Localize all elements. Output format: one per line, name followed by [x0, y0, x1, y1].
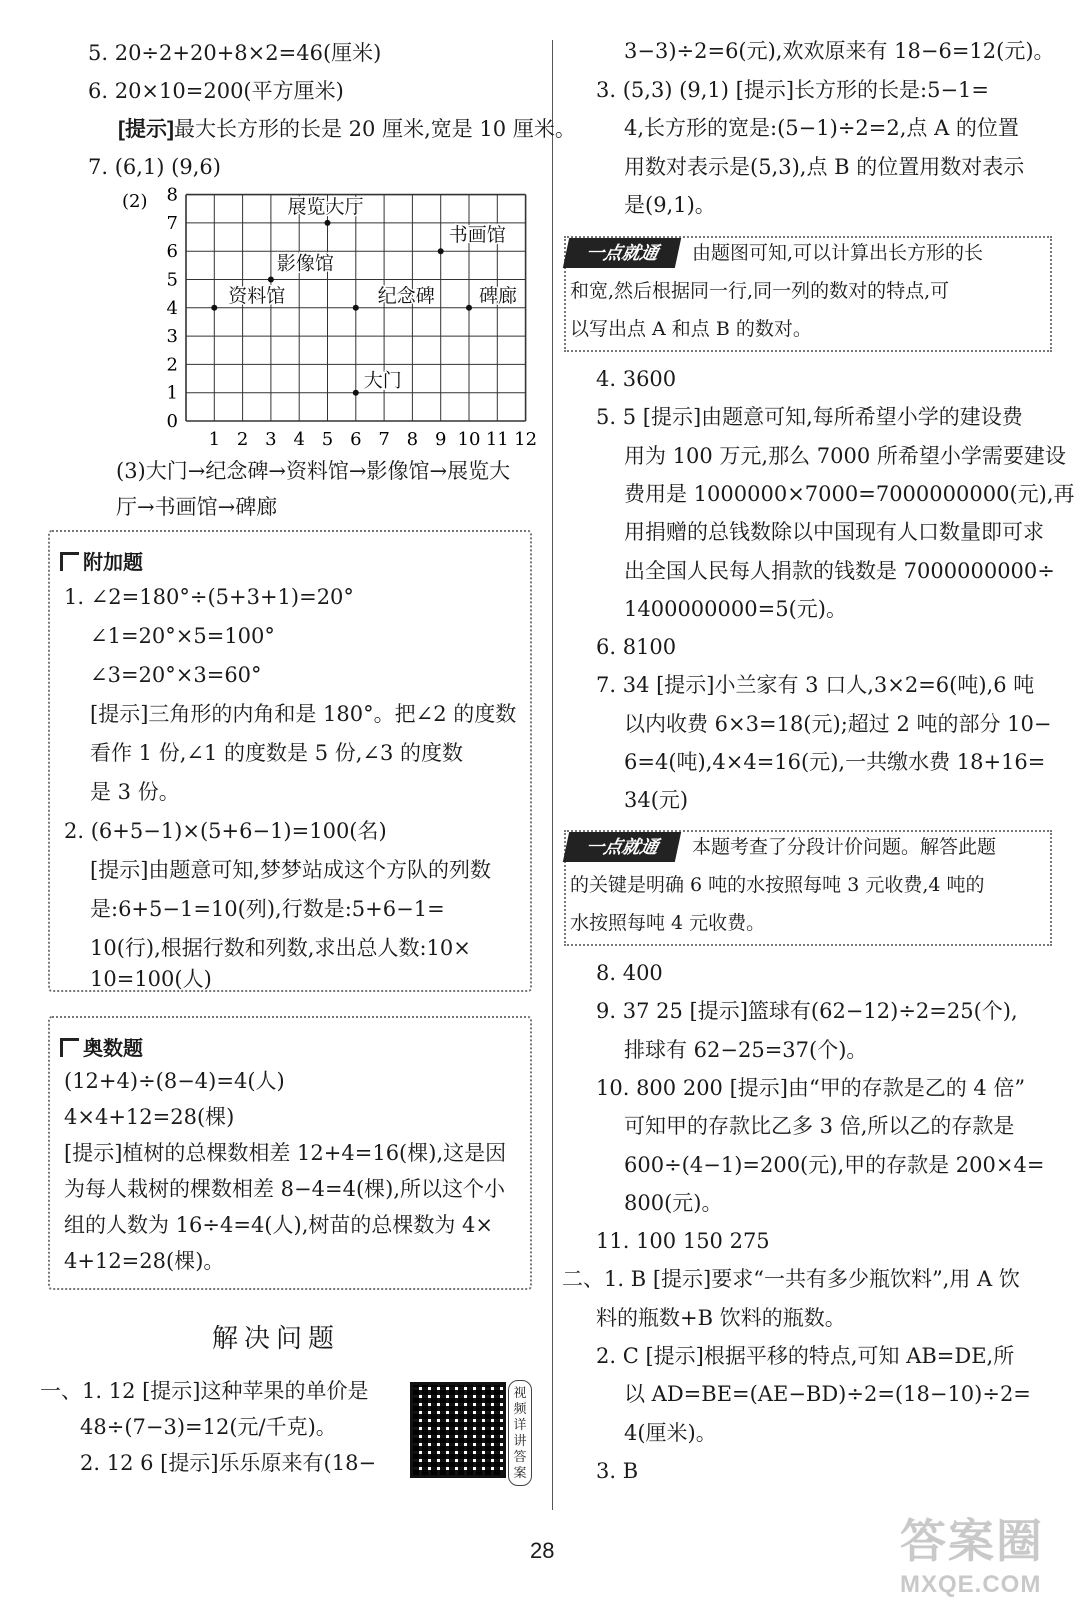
- x-tick-label: 9: [434, 429, 447, 450]
- section-icon: [60, 1038, 79, 1057]
- answer-line: 排球有 62−25=37(个)。: [624, 1037, 868, 1062]
- answer-line: 出全国人民每人捐款的钱数是 7000000000÷: [624, 558, 1055, 583]
- olympiad-line: 为每人栽树的棵数相差 8−4=4(棵),所以这个小: [64, 1177, 506, 1201]
- point-label: 展览大厅: [287, 195, 364, 218]
- extra-line: 看作 1 份,∠1 的度数是 5 份,∠3 的度数: [90, 741, 464, 765]
- answer-line: 800(元)。: [624, 1190, 723, 1215]
- extra-problems-box: [48, 530, 532, 992]
- extra-line: [提示]三角形的内角和是 180°。把∠2 的度数: [90, 702, 517, 726]
- answer-line: 34(元): [624, 788, 689, 813]
- answer-5: 5. 20÷2+20+8×2=46(厘米): [88, 41, 382, 65]
- section-icon: [60, 552, 79, 571]
- tip-badge-1: 一点就通: [563, 238, 681, 268]
- point-label: 大门: [363, 369, 402, 392]
- solve-line: 48÷(7−3)=12(元/千克)。: [80, 1415, 337, 1439]
- olympiad-line: 4+12=28(棵)。: [64, 1249, 225, 1273]
- hint-tag: [提示]: [118, 118, 174, 141]
- y-tick-label: 4: [166, 297, 178, 319]
- answer-6: 6. 20×10=200(平方厘米): [88, 79, 344, 103]
- extra-line: 10(行),根据行数和列数,求出总人数:10×: [90, 936, 471, 960]
- answer-line: 用数对表示是(5,3),点 B 的位置用数对表示: [624, 154, 1025, 179]
- point-label: 碑廊: [479, 284, 518, 307]
- route-line-1: (3)大门→纪念碑→资料馆→影像馆→展览大: [116, 459, 511, 483]
- y-tick-label: 5: [166, 269, 178, 291]
- extra-problems-header: [60, 546, 143, 575]
- x-tick-label: 6: [350, 429, 362, 450]
- point-label: 纪念碑: [377, 284, 435, 307]
- y-tick-label: 6: [166, 241, 178, 263]
- answer-line: 用为 100 万元,那么 7000 所希望小学需要建设: [624, 443, 1066, 468]
- point-marker: [353, 305, 359, 311]
- panel-label: (2): [122, 191, 148, 212]
- answer-line: 3−3)÷2=6(元),欢欢原来有 18−6=12(元)。: [624, 39, 1055, 63]
- point-marker: [438, 248, 444, 254]
- y-tick-label: 0: [166, 411, 178, 432]
- x-tick-label: 2: [236, 429, 249, 450]
- answer-line: 9. 37 25 [提示]篮球有(62−12)÷2=25(个),: [596, 999, 1018, 1024]
- x-tick-label: 7: [378, 429, 390, 450]
- answer-line: 3. B: [596, 1458, 639, 1483]
- tip1-line: 由题图可知,可以计算出长方形的长: [692, 242, 984, 264]
- answer-line: 6. 8100: [596, 635, 677, 660]
- extra-line: ∠3=20°×3=60°: [90, 663, 262, 687]
- answer-line: 10. 800 200 [提示]由“甲的存款是乙的 4 倍”: [596, 1075, 1026, 1100]
- answer-line: 可知甲的存款比乙多 3 倍,所以乙的存款是: [624, 1114, 1015, 1139]
- y-tick-label: 7: [166, 212, 178, 234]
- route-line-2: 厅→书画馆→碑廊: [116, 495, 278, 519]
- answer-line: 600÷(4−1)=200(元),甲的存款是 200×4=: [624, 1152, 1045, 1177]
- answer-line: 8. 400: [596, 961, 663, 985]
- answer-line: 二、1. B [提示]要求“一共有多少瓶饮料”,用 A 饮: [562, 1267, 1020, 1292]
- solve-line: 一、1. 12 [提示]这种苹果的单价是: [40, 1379, 369, 1403]
- qr-label: 视频详讲答案: [508, 1380, 532, 1486]
- answer-line: 以 AD=BE=(AE−BD)÷2=(18−10)÷2=: [624, 1382, 1031, 1407]
- answer-line: 4. 3600: [596, 367, 677, 391]
- section-title: 解决问题: [212, 1323, 341, 1353]
- watermark-main: 答案圈: [900, 1515, 1044, 1567]
- answer-line: 费用是 1000000×7000=7000000000(元),再: [624, 481, 1075, 506]
- point-marker: [268, 277, 274, 283]
- x-tick-label: 1: [208, 429, 221, 450]
- page-number: 28: [530, 1538, 555, 1563]
- answer-line: 11. 100 150 275: [596, 1229, 770, 1254]
- point-marker: [466, 305, 472, 311]
- tip-box-2: [564, 830, 1052, 946]
- y-tick-label: 1: [166, 382, 178, 404]
- extra-line: 10=100(人): [90, 967, 212, 991]
- answer-line: 是(9,1)。: [624, 193, 716, 217]
- tip2-line: 本题考查了分段计价问题。解答此题: [692, 836, 997, 858]
- olympiad-title: 奥数题: [83, 1038, 143, 1060]
- hint-6: [118, 114, 576, 145]
- answer-7: 7. (6,1) (9,6): [88, 155, 221, 179]
- qr-code[interactable]: [410, 1382, 506, 1478]
- extra-line: [提示]由题意可知,梦梦站成这个方队的列数: [90, 858, 492, 882]
- extra-line: 是 3 份。: [90, 780, 180, 804]
- solve-line: 2. 12 6 [提示]乐乐原来有(18−: [80, 1451, 377, 1475]
- point-label: 书画馆: [448, 224, 506, 247]
- watermark-sub: MXQE.COM: [900, 1571, 1042, 1598]
- tip2-line: 的关键是明确 6 吨的水按照每吨 3 元收费,4 吨的: [570, 874, 985, 896]
- x-tick-label: 10: [457, 429, 481, 450]
- answer-line: 5. 5 [提示]由题意可知,每所希望小学的建设费: [596, 405, 1023, 430]
- olympiad-line: 组的人数为 16÷4=4(人),树苗的总棵数为 4×: [64, 1213, 494, 1237]
- tip2-line: 水按照每吨 4 元收费。: [570, 912, 766, 934]
- point-marker: [325, 220, 331, 226]
- tip1-line: 以写出点 A 和点 B 的数对。: [570, 318, 812, 340]
- extra-line: 1. ∠2=180°÷(5+3+1)=20°: [64, 585, 354, 609]
- point-label: 资料馆: [228, 284, 286, 307]
- tip-box-1: [564, 236, 1052, 352]
- answer-line: 4(厘米)。: [624, 1420, 717, 1445]
- answer-line: 料的瓶数+B 饮料的瓶数。: [596, 1305, 846, 1330]
- answer-line: 6=4(吨),4×4=16(元),一共缴水费 18+16=: [624, 750, 1046, 774]
- extra-line: 是:6+5−1=10(列),行数是:5+6−1=: [90, 897, 445, 921]
- watermark-logo: [900, 1505, 1044, 1599]
- y-tick-label: 8: [166, 185, 178, 206]
- olympiad-line: (12+4)÷(8−4)=4(人): [64, 1069, 285, 1093]
- answer-line: 2. C [提示]根据平移的特点,可知 AB=DE,所: [596, 1344, 1015, 1368]
- x-tick-label: 3: [265, 429, 277, 450]
- answer-line: 以内收费 6×3=18(元);超过 2 吨的部分 10−: [624, 711, 1052, 736]
- extra-line: 2. (6+5−1)×(5+6−1)=100(名): [64, 819, 387, 843]
- olympiad-line: [提示]植树的总棵数相差 12+4=16(棵),这是因: [64, 1141, 507, 1165]
- extra-line: ∠1=20°×5=100°: [90, 624, 275, 648]
- answer-line: 1400000000=5(元)。: [624, 596, 847, 621]
- answer-line: 用捐赠的总钱数除以中国现有人口数量即可求: [624, 520, 1044, 545]
- x-tick-label: 12: [514, 429, 538, 450]
- y-tick-label: 2: [166, 354, 178, 376]
- olympiad-header: [60, 1032, 143, 1061]
- point-marker: [353, 390, 359, 396]
- x-tick-label: 5: [321, 429, 334, 450]
- tip1-line: 和宽,然后根据同一行,同一列的数对的特点,可: [570, 280, 950, 302]
- extra-problems-title: 附加题: [83, 552, 143, 574]
- x-tick-label: 11: [485, 429, 509, 450]
- y-tick-label: 3: [166, 326, 178, 348]
- olympiad-line: 4×4+12=28(棵): [64, 1105, 235, 1129]
- answer-line: 7. 34 [提示]小兰家有 3 口人,3×2=6(吨),6 吨: [596, 673, 1035, 698]
- olympiad-box: [48, 1016, 532, 1290]
- answer-line: 3. (5,3) (9,1) [提示]长方形的长是:5−1=: [596, 77, 990, 102]
- point-label: 影像馆: [276, 252, 334, 275]
- x-tick-label: 8: [406, 429, 419, 450]
- hint-text: 最大长方形的长是 20 厘米,宽是 10 厘米。: [174, 117, 576, 141]
- x-tick-label: 4: [293, 429, 305, 450]
- point-marker: [211, 305, 217, 311]
- coordinate-grid-chart: [106, 185, 566, 450]
- answer-line: 4,长方形的宽是:(5−1)÷2=2,点 A 的位置: [624, 116, 1019, 140]
- tip-badge-2: 一点就通: [563, 832, 681, 862]
